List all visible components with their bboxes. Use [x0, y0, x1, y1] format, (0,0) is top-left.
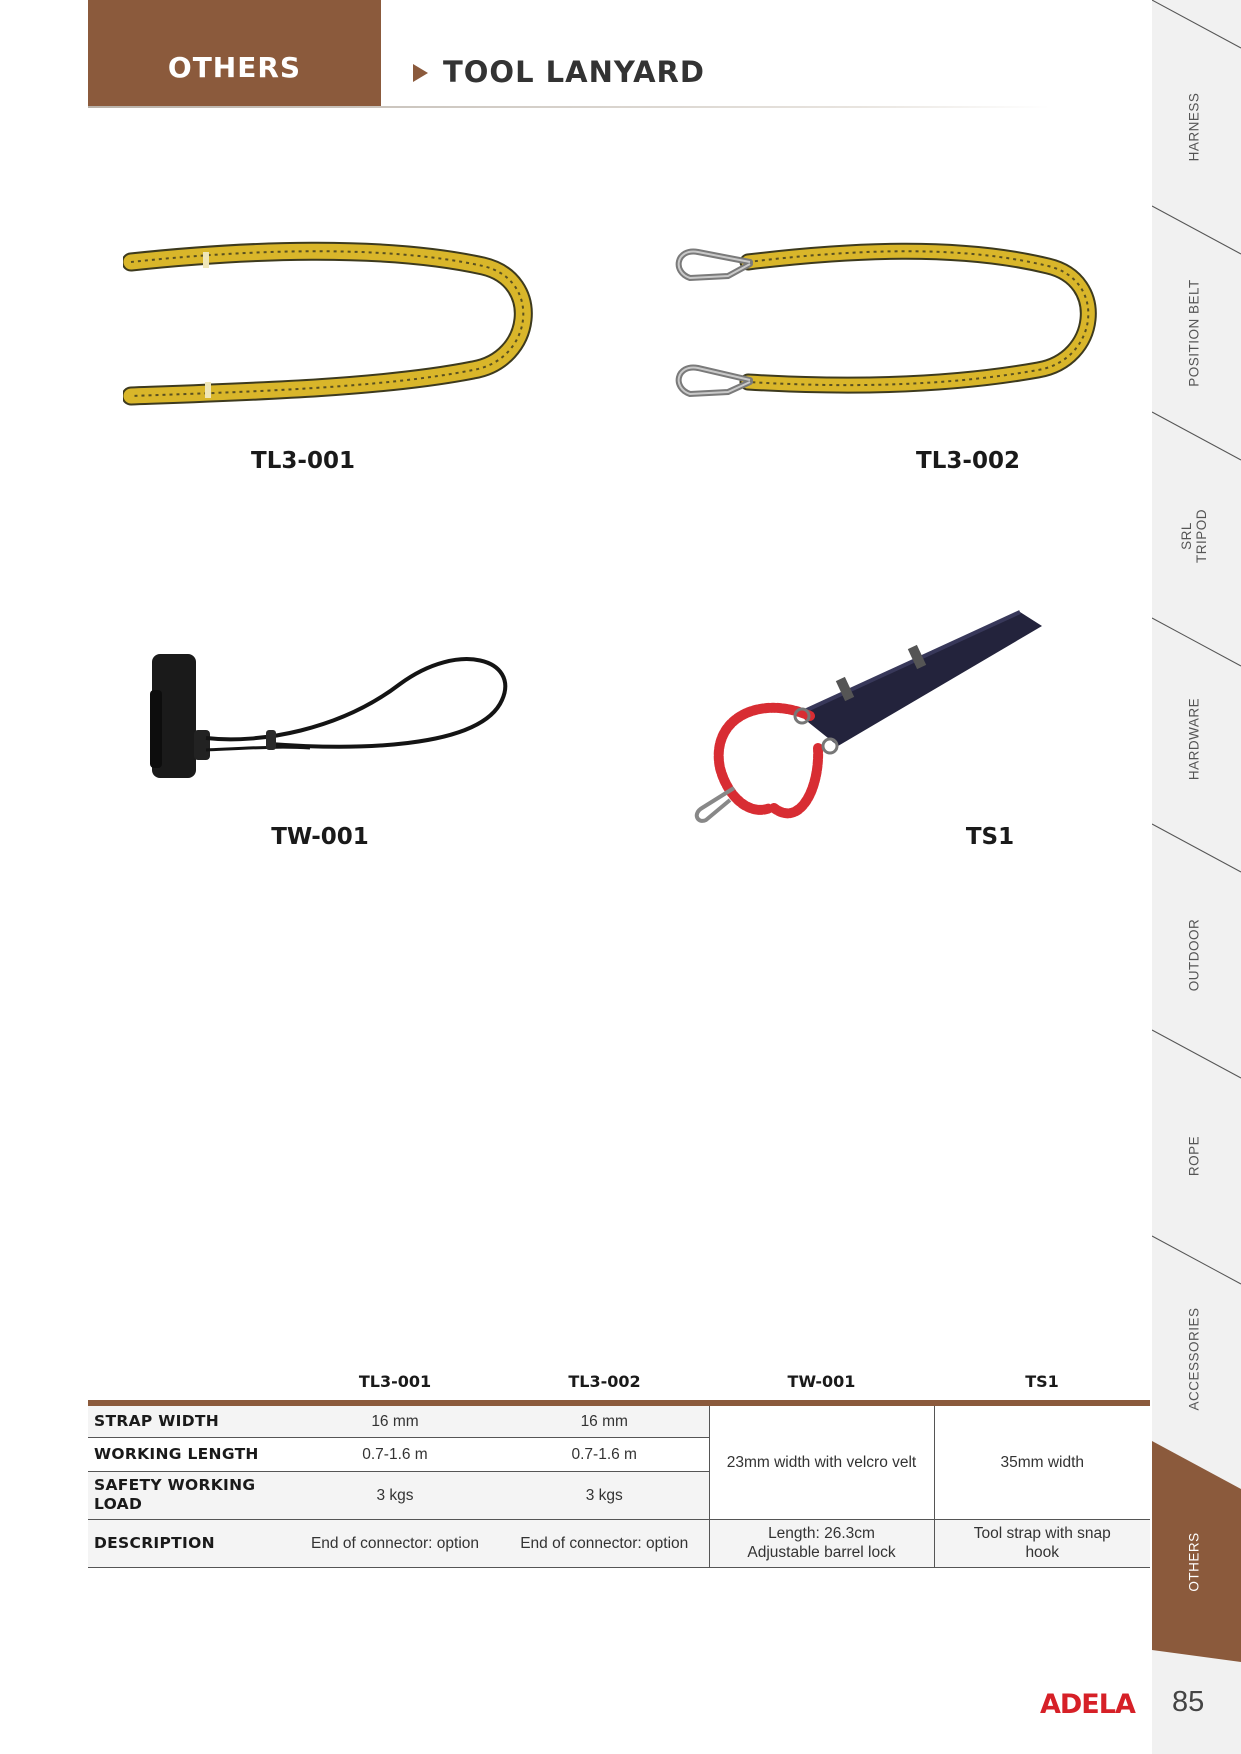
table-cell-merged: 35mm width [934, 1403, 1150, 1519]
row-label: SAFETY WORKING LOAD [88, 1471, 290, 1519]
table-cell: 16 mm [290, 1403, 500, 1437]
table-cell: End of connector: option [290, 1519, 500, 1567]
sidebar-tab-position-belt[interactable] [1152, 230, 1241, 435]
category-banner [88, 0, 381, 108]
triangle-bullet-icon [413, 64, 428, 82]
adela-logo [1040, 1690, 1140, 1716]
sidebar-tab-others[interactable] [1152, 1459, 1241, 1664]
product-card-tl3-001 [123, 230, 593, 480]
table-header-empty [88, 1362, 290, 1403]
table-cell [934, 1519, 1150, 1567]
sidebar-tab-harness[interactable] [1152, 24, 1241, 229]
adela-logo-text: ADELA [1040, 1690, 1135, 1716]
row-label: WORKING LENGTH [88, 1437, 290, 1471]
tl3-002-product-image [668, 230, 1098, 420]
sidebar-tab-rope[interactable] [1152, 1053, 1241, 1258]
product-code: TL3-001 [251, 448, 355, 474]
table-row [88, 1403, 1150, 1437]
sidebar-tab-label: ACCESSORIES [1186, 1306, 1202, 1411]
product-card-ts1 [690, 598, 1160, 860]
page-number: 85 [1172, 1686, 1205, 1718]
table-row [88, 1519, 1150, 1567]
cell-line: Adjustable barrel lock [747, 1544, 896, 1561]
table-cell: 0.7-1.6 m [290, 1437, 500, 1471]
table-header-cell: TW-001 [709, 1362, 934, 1403]
sidebar-tab-label: POSITION BELT [1186, 278, 1202, 387]
ts1-product-image [690, 598, 1070, 824]
sidebar-tab-label: ROPE [1186, 1135, 1202, 1176]
product-code: TL3-002 [916, 448, 1020, 474]
category-title: OTHERS [167, 51, 302, 84]
spec-table [88, 1362, 1150, 1568]
cell-line: Length: 26.3cm [768, 1525, 875, 1542]
tl3-001-product-image [123, 230, 533, 420]
cell-line: hook [1025, 1544, 1060, 1561]
sidebar-tab-accessories[interactable] [1152, 1256, 1241, 1461]
header-divider [88, 106, 1050, 108]
row-label: STRAP WIDTH [88, 1403, 290, 1437]
table-cell: 16 mm [500, 1403, 709, 1437]
sidebar-tab-hardware[interactable] [1152, 636, 1241, 841]
sidebar-tab-label: HARNESS [1186, 92, 1202, 161]
sidebar-nav [1152, 0, 1241, 1754]
table-cell-merged: 23mm width with velcro velt [709, 1403, 934, 1519]
sidebar-tab-outdoor[interactable] [1152, 852, 1241, 1057]
sidebar-tab-label: HARDWARE [1186, 697, 1202, 780]
table-cell: 0.7-1.6 m [500, 1437, 709, 1471]
table-header-cell: TL3-001 [290, 1362, 500, 1403]
table-header-cell: TS1 [934, 1362, 1150, 1403]
sidebar-tab-label: OTHERS [1186, 1531, 1202, 1592]
sidebar-tab-label: SRL TRIPOD [1179, 508, 1209, 563]
section-title: TOOL LANYARD [443, 55, 705, 89]
row-label: DESCRIPTION [88, 1519, 290, 1567]
table-header-cell: TL3-002 [500, 1362, 709, 1403]
product-card-tw-001 [140, 640, 610, 860]
product-code: TS1 [965, 824, 1015, 850]
sidebar-tab-label: OUTDOOR [1186, 918, 1202, 991]
table-cell: End of connector: option [500, 1519, 709, 1567]
product-card-tl3-002 [668, 230, 1138, 480]
product-code: TW-001 [271, 824, 369, 850]
table-cell: 3 kgs [500, 1471, 709, 1519]
table-cell: 3 kgs [290, 1471, 500, 1519]
table-cell [709, 1519, 934, 1567]
tw-001-product-image [140, 640, 530, 790]
cell-line: Tool strap with snap [973, 1525, 1111, 1542]
table-header-row [88, 1362, 1150, 1403]
